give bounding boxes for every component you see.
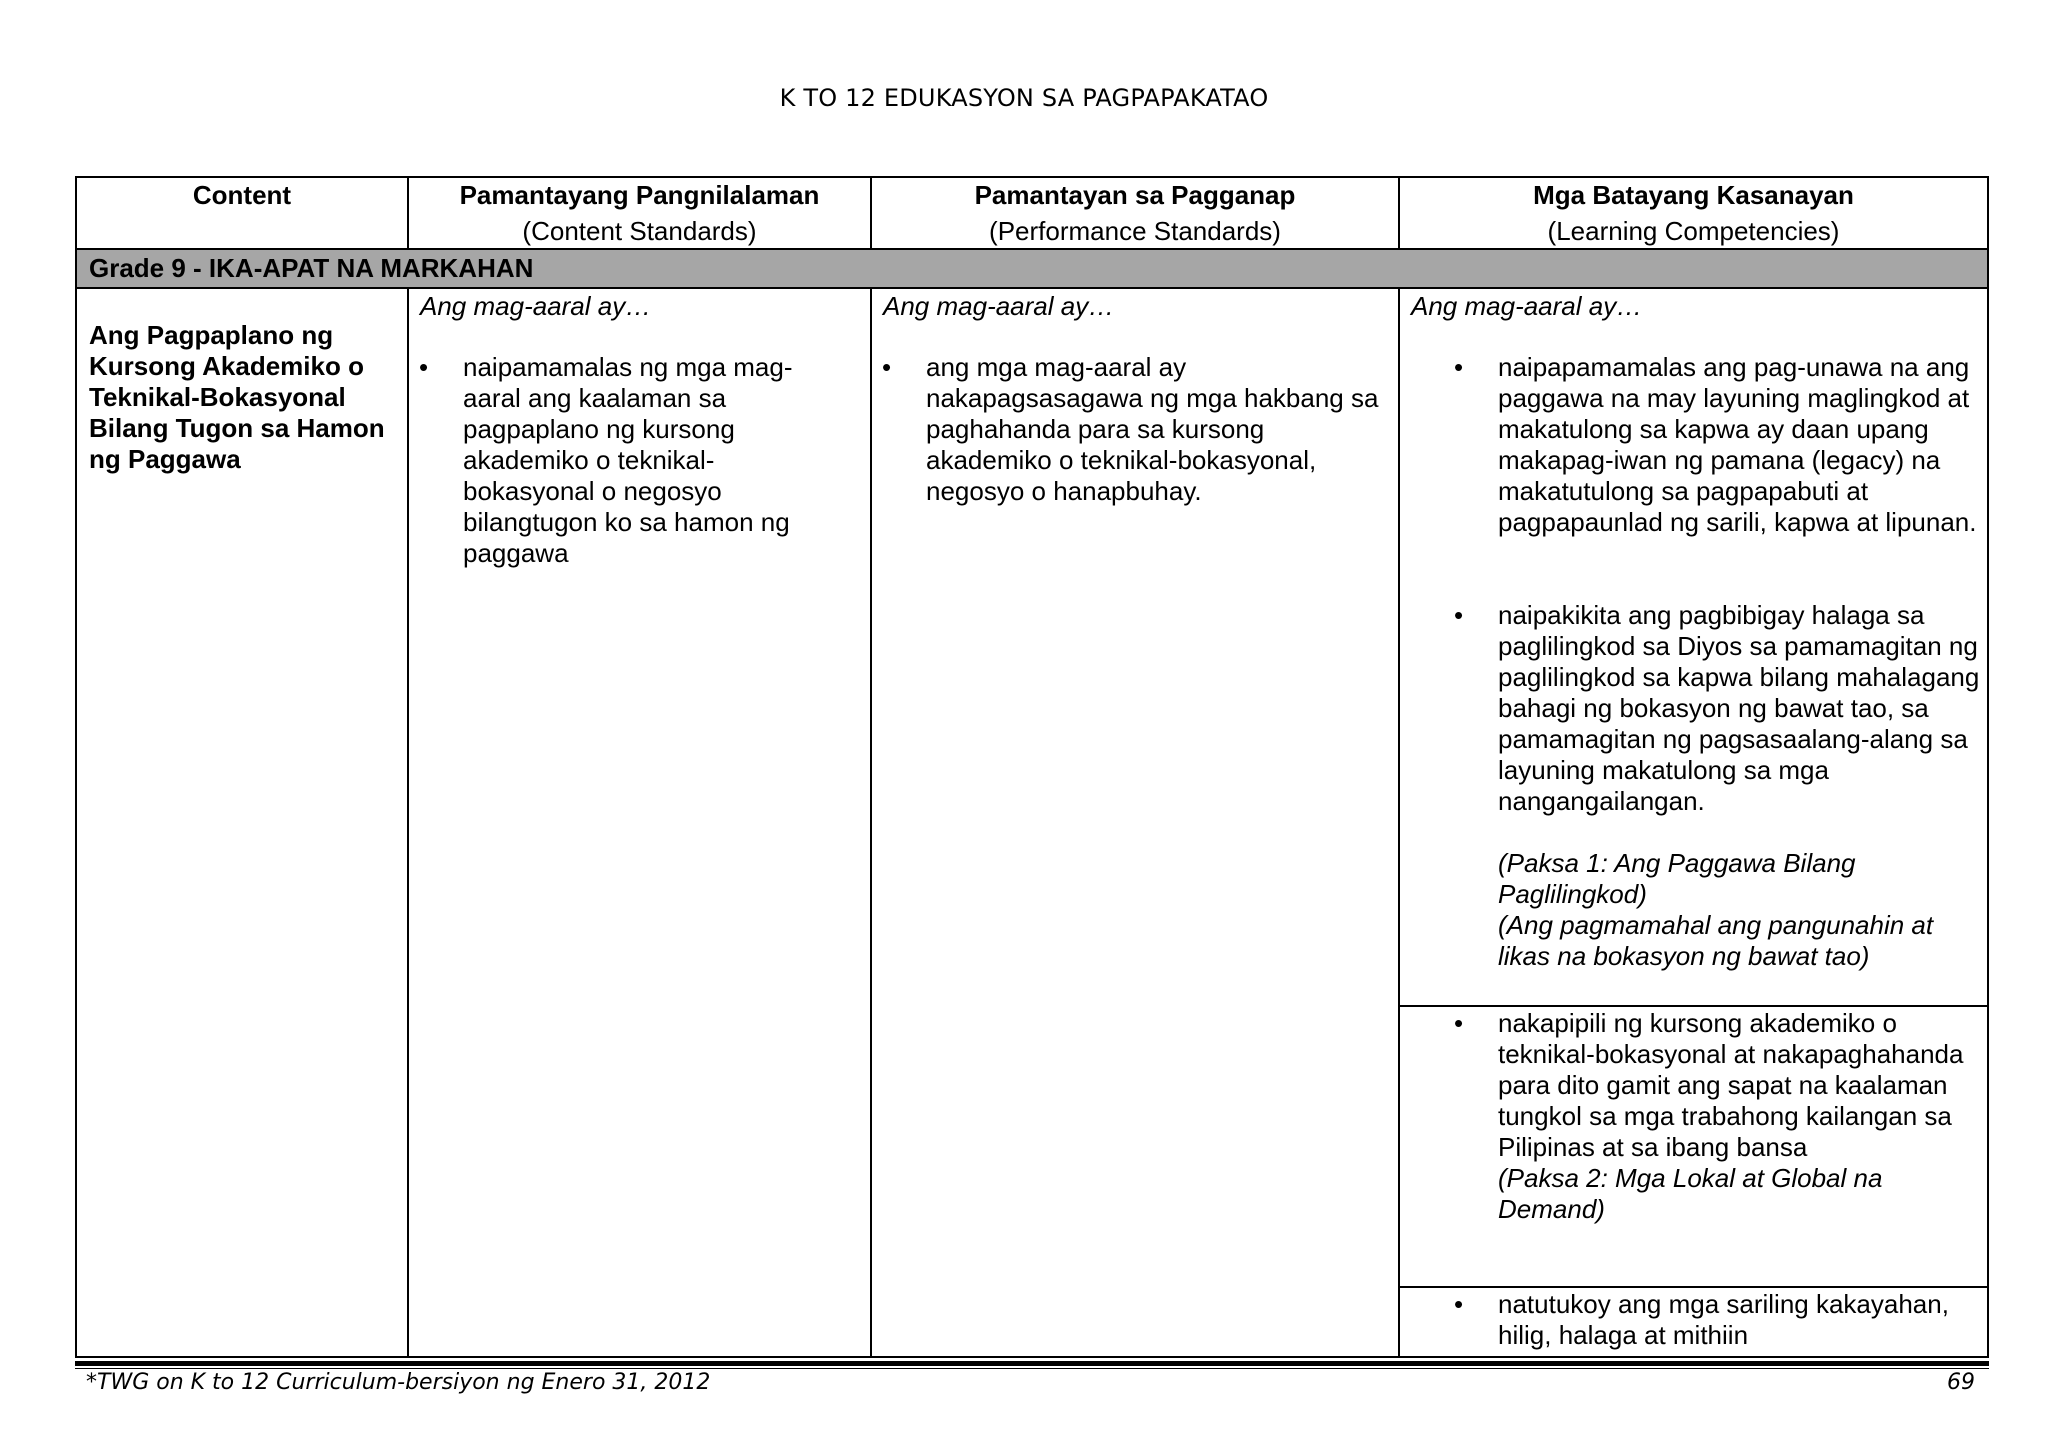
page-number: 69 (1947, 1370, 1975, 1395)
bullet-icon: • (1454, 352, 1464, 382)
intro-learning-competencies: Ang mag-aaral ay… (1411, 291, 1643, 321)
competency-text-4: natutukoy ang mga sariling kakayahan, hilig, halaga at mithiin (1498, 1289, 1949, 1350)
competency-text-1: naipapamamalas ang pag-unawa na ang paggawa na may layuning maglingkod at makatulong sa kapwa ay daan upang makapag-iwan ng pamana (legacy) na makatutulong sa pagpapabuti at pagpapaunlad ng sarili, kapwa at lipunan. (1498, 352, 1977, 537)
footer-rule-thick (75, 1361, 1989, 1366)
header-content-main: Content (192, 180, 292, 210)
intro-performance-standards: Ang mag-aaral ay… (883, 291, 1115, 321)
header-learning-competencies (1400, 177, 1987, 249)
competency-text-3 (1498, 1008, 1984, 1225)
competency-divider-1 (1398, 1005, 1988, 1007)
header-content-standards (409, 177, 870, 249)
performance-standard-text: ang mga mag-aaral ay nakapagsasagawa ng mga hakbang sa paghahanda para sa kursong akademiko o teknikal-bokasyonal, negosyo o hanapbuhay. (926, 352, 1379, 506)
grade-label: Grade 9 - IKA-APAT NA MARKAHAN (89, 253, 534, 283)
bullet-icon: • (1454, 1008, 1464, 1038)
col-divider-2b (870, 288, 872, 1357)
content-standard-text: naipamamalas ng mga mag-aaral ang kaalaman sa pagpaplano ng kursong akademiko o teknikal-bokasyonal o negosyo bilangtugon ko sa hamon ng paggawa (463, 352, 793, 568)
competency-note-3: (Paksa 2: Mga Lokal at Global na Demand) (1498, 1163, 1883, 1224)
header-content-standards-sub: (Content Standards) (522, 216, 757, 246)
footer-note: *TWG on K to 12 Curriculum-bersiyon ng Enero 31, 2012 (86, 1370, 711, 1395)
header-performance-standards-sub: (Performance Standards) (989, 216, 1281, 246)
competency-note-2b: (Ang pagmamahal ang pangunahin at likas na bokasyon ng bawat tao) (1498, 910, 1934, 971)
header-performance-standards-main: Pamantayan sa Pagganap (974, 180, 1296, 210)
table-border-left (75, 176, 77, 1358)
competency-note-2a: (Paksa 1: Ang Paggawa Bilang Paglilingkod) (1498, 848, 1856, 909)
header-content (77, 177, 407, 213)
bullet-icon: • (1454, 600, 1464, 630)
competency-divider-2 (1398, 1286, 1988, 1288)
col-divider-1b (407, 288, 409, 1357)
competency-text-2 (1498, 600, 1984, 972)
bullet-icon: • (1454, 1289, 1464, 1319)
bullet-icon: • (882, 352, 892, 382)
grade-divider (75, 287, 1989, 289)
header-content-standards-main: Pamantayang Pangnilalaman (459, 180, 820, 210)
competency-body-3: nakapipili ng kursong akademiko o teknikal-bokasyonal at nakapaghahanda para dito gamit ang sapat na kaalaman tungkol sa mga trabahong kailangan sa Pilipinas at sa ibang bansa (1498, 1008, 1964, 1162)
col-divider-3b (1398, 288, 1400, 1357)
intro-content-standards: Ang mag-aaral ay… (420, 291, 652, 321)
header-learning-competencies-sub: (Learning Competencies) (1547, 216, 1840, 246)
content-title: Ang Pagpaplano ng Kursong Akademiko o Teknikal-Bokasyonal Bilang Tugon sa Hamon ng Paggawa (89, 320, 385, 474)
document-title: K TO 12 EDUKASYON SA PAGPAPAKATAO (779, 84, 1269, 112)
bullet-icon: • (419, 352, 429, 382)
competency-body-2: naipakikita ang pagbibigay halaga sa paglilingkod sa Diyos sa pamamagitan ng paglilingkod sa kapwa bilang mahalagang bahagi ng bokasyon ng bawat tao, sa pamamagitan ng pagsasaalang-alang sa layuning makatulong sa mga nangangailangan. (1498, 600, 1980, 816)
table-border-right (1987, 176, 1989, 1358)
table-border-bottom (75, 1356, 1989, 1358)
footer-rule-thin (75, 1368, 1989, 1369)
header-performance-standards (872, 177, 1398, 249)
header-learning-competencies-main: Mga Batayang Kasanayan (1533, 180, 1854, 210)
